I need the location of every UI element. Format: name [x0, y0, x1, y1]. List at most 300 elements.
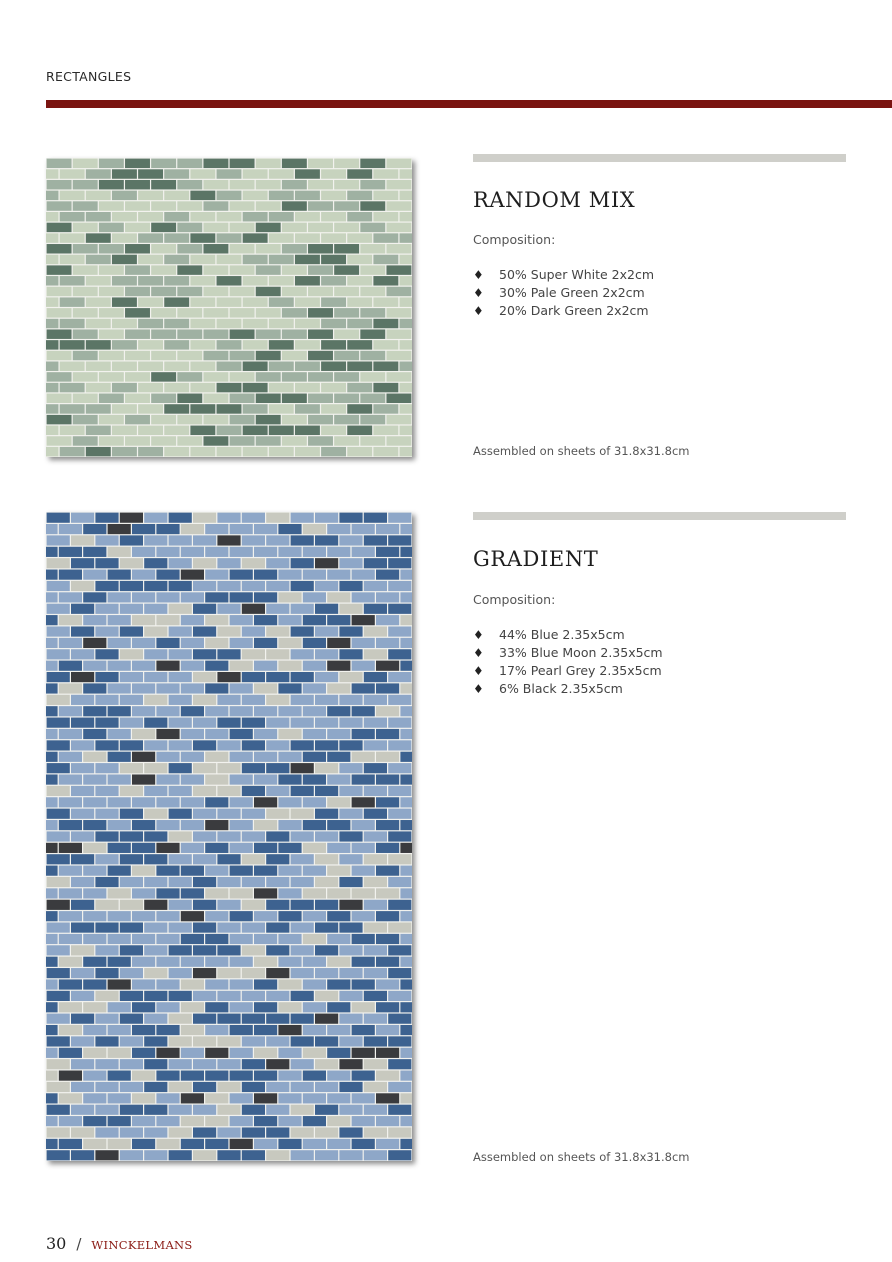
mosaic-tile — [205, 547, 228, 557]
mosaic-tile — [339, 945, 362, 955]
mosaic-tile — [132, 1025, 155, 1035]
mosaic-tile — [303, 1116, 326, 1126]
mosaic-tile — [266, 1014, 289, 1024]
mosaic-tile — [46, 729, 58, 739]
mosaic-tile — [156, 547, 179, 557]
mosaic-tile — [400, 843, 412, 853]
mosaic-tile — [99, 351, 124, 360]
mosaic-tile — [120, 854, 143, 864]
mosaic-tile — [73, 372, 98, 381]
mosaic-tile — [151, 372, 176, 381]
mosaic-tile — [308, 159, 333, 168]
mosaic-tile — [181, 570, 204, 580]
top-rule — [46, 100, 892, 108]
mosaic-tile — [205, 1139, 228, 1149]
mosaic-tile — [308, 201, 333, 210]
mosaic-tile — [138, 383, 163, 392]
composition-item: ♦ 17% Pearl Grey 2.35x5cm — [473, 663, 662, 678]
mosaic-tile — [373, 426, 398, 435]
mosaic-tile — [217, 581, 240, 591]
mosaic-tile — [321, 426, 346, 435]
mosaic-tile — [217, 191, 242, 200]
mosaic-tile — [156, 1025, 179, 1035]
mosaic-tile — [269, 212, 294, 221]
mosaic-tile — [203, 436, 228, 445]
mosaic-tile — [132, 524, 155, 534]
mosaic-tile — [334, 351, 359, 360]
mosaic-tile — [83, 570, 106, 580]
mosaic-tile — [205, 843, 228, 853]
mosaic-tile — [364, 786, 387, 796]
mosaic-tile — [400, 570, 412, 580]
mosaic-tile — [327, 592, 350, 602]
mosaic-tile — [169, 1082, 192, 1092]
mosaic-tile — [108, 911, 131, 921]
mosaic-tile — [373, 447, 398, 456]
composition-item: ♦ 6% Black 2.35x5cm — [473, 681, 623, 696]
mosaic-tile — [291, 809, 314, 819]
mosaic-tile — [71, 763, 94, 773]
mosaic-tile — [256, 223, 281, 232]
mosaic-tile — [347, 447, 372, 456]
mosaic-tile — [73, 180, 98, 189]
mosaic-tile — [144, 1059, 167, 1069]
mosaic-tile — [217, 1150, 240, 1160]
mosaic-tile — [47, 604, 70, 614]
mosaic-tile — [59, 661, 82, 671]
mosaic-tile — [291, 786, 314, 796]
mosaic-tile — [256, 287, 281, 296]
mosaic-tile — [376, 820, 399, 830]
mosaic-tile — [156, 661, 179, 671]
mosaic-tile — [376, 752, 399, 762]
random-mix-tile-grid — [46, 158, 412, 457]
mosaic-tile — [230, 524, 253, 534]
mosaic-tile — [138, 361, 163, 370]
mosaic-tile — [190, 404, 215, 413]
mosaic-tile — [46, 297, 58, 306]
mosaic-tile — [352, 774, 375, 784]
mosaic-tile — [193, 558, 216, 568]
mosaic-tile — [169, 809, 192, 819]
mosaic-tile — [164, 404, 189, 413]
mosaic-tile — [164, 169, 189, 178]
mosaic-tile — [339, 991, 362, 1001]
mosaic-tile — [205, 979, 228, 989]
mosaic-tile — [217, 1105, 240, 1115]
mosaic-tile — [112, 297, 137, 306]
mosaic-tile — [203, 180, 228, 189]
mosaic-tile — [47, 535, 70, 545]
mosaic-tile — [242, 1127, 265, 1137]
mosaic-tile — [193, 626, 216, 636]
mosaic-tile — [254, 1093, 277, 1103]
mosaic-tile — [243, 276, 268, 285]
mosaic-tile — [59, 979, 82, 989]
mosaic-tile — [339, 831, 362, 841]
mosaic-tile — [291, 831, 314, 841]
mosaic-tile — [291, 695, 314, 705]
mosaic-tile — [95, 945, 118, 955]
mosaic-tile — [60, 233, 85, 242]
mosaic-tile — [47, 436, 72, 445]
mosaic-tile — [339, 718, 362, 728]
mosaic-tile — [59, 638, 82, 648]
mosaic-tile — [120, 581, 143, 591]
mosaic-tile — [376, 1071, 399, 1081]
mosaic-tile — [73, 159, 98, 168]
mosaic-tile — [132, 661, 155, 671]
mosaic-tile — [190, 361, 215, 370]
mosaic-tile — [373, 297, 398, 306]
mosaic-tile — [156, 866, 179, 876]
mosaic-tile — [400, 404, 412, 413]
mosaic-tile — [169, 854, 192, 864]
mosaic-tile — [376, 729, 399, 739]
mosaic-tile — [266, 991, 289, 1001]
mosaic-tile — [242, 763, 265, 773]
mosaic-tile — [242, 877, 265, 887]
mosaic-tile — [47, 308, 72, 317]
mosaic-tile — [169, 535, 192, 545]
mosaic-tile — [108, 570, 131, 580]
mosaic-tile — [132, 729, 155, 739]
mosaic-tile — [217, 319, 242, 328]
mosaic-tile — [156, 843, 179, 853]
mosaic-tile — [181, 592, 204, 602]
mosaic-tile — [86, 404, 111, 413]
mosaic-tile — [217, 169, 242, 178]
mosaic-tile — [60, 255, 85, 264]
mosaic-tile — [169, 1105, 192, 1115]
mosaic-tile — [347, 169, 372, 178]
mosaic-tile — [138, 233, 163, 242]
mosaic-tile — [388, 558, 411, 568]
mosaic-tile — [388, 672, 411, 682]
mosaic-tile — [352, 547, 375, 557]
mosaic-tile — [217, 233, 242, 242]
mosaic-tile — [295, 319, 320, 328]
mosaic-tile — [308, 180, 333, 189]
mosaic-tile — [205, 888, 228, 898]
mosaic-tile — [47, 1082, 70, 1092]
mosaic-tile — [217, 276, 242, 285]
mosaic-tile — [156, 729, 179, 739]
mosaic-tile — [217, 1014, 240, 1024]
mosaic-tile — [193, 968, 216, 978]
mosaic-tile — [315, 695, 338, 705]
mosaic-tile — [193, 900, 216, 910]
mosaic-tile — [266, 1127, 289, 1137]
mosaic-tile — [364, 604, 387, 614]
mosaic-tile — [95, 968, 118, 978]
mosaic-tile — [373, 191, 398, 200]
mosaic-tile — [388, 649, 411, 659]
mosaic-tile — [47, 763, 70, 773]
mosaic-tile — [400, 820, 412, 830]
diamond-bullet-icon: ♦ — [473, 304, 484, 318]
mosaic-tile — [125, 372, 150, 381]
mosaic-tile — [291, 1036, 314, 1046]
mosaic-tile — [230, 706, 253, 716]
mosaic-tile — [181, 1116, 204, 1126]
mosaic-tile — [177, 201, 202, 210]
mosaic-tile — [86, 255, 111, 264]
mosaic-tile — [203, 223, 228, 232]
mosaic-tile — [177, 329, 202, 338]
mosaic-tile — [327, 706, 350, 716]
mosaic-tile — [120, 763, 143, 773]
mosaic-tile — [181, 524, 204, 534]
mosaic-tile — [315, 1150, 338, 1160]
mosaic-tile — [59, 729, 82, 739]
mosaic-tile — [46, 361, 58, 370]
mosaic-tile — [315, 1036, 338, 1046]
mosaic-tile — [164, 447, 189, 456]
mosaic-tile — [99, 159, 124, 168]
mosaic-tile — [95, 672, 118, 682]
mosaic-tile — [282, 308, 307, 317]
mosaic-tile — [205, 524, 228, 534]
mosaic-tile — [230, 638, 253, 648]
mosaic-tile — [151, 180, 176, 189]
mosaic-tile — [256, 201, 281, 210]
mosaic-tile — [360, 351, 385, 360]
mosaic-tile — [266, 718, 289, 728]
mosaic-tile — [99, 180, 124, 189]
mosaic-tile — [254, 774, 277, 784]
mosaic-tile — [120, 945, 143, 955]
mosaic-tile — [278, 911, 301, 921]
mosaic-tile — [327, 774, 350, 784]
mosaic-tile — [73, 436, 98, 445]
mosaic-tile — [243, 169, 268, 178]
mosaic-tile — [266, 558, 289, 568]
mosaic-tile — [315, 922, 338, 932]
mosaic-tile — [203, 287, 228, 296]
mosaic-tile — [278, 774, 301, 784]
mosaic-tile — [339, 968, 362, 978]
mosaic-tile — [46, 1116, 58, 1126]
mosaic-tile — [193, 1014, 216, 1024]
mosaic-tile — [177, 287, 202, 296]
mosaic-tile — [282, 329, 307, 338]
mosaic-tile — [315, 558, 338, 568]
mosaic-tile — [120, 1082, 143, 1092]
mosaic-tile — [364, 1059, 387, 1069]
mosaic-tile — [303, 1025, 326, 1035]
mosaic-tile — [205, 661, 228, 671]
mosaic-tile — [400, 426, 412, 435]
mosaic-tile — [73, 351, 98, 360]
mosaic-tile — [193, 786, 216, 796]
mosaic-tile — [327, 752, 350, 762]
mosaic-tile — [169, 513, 192, 523]
mosaic-tile — [291, 1150, 314, 1160]
mosaic-tile — [242, 672, 265, 682]
mosaic-tile — [59, 592, 82, 602]
mosaic-tile — [217, 297, 242, 306]
mosaic-tile — [190, 276, 215, 285]
mosaic-tile — [339, 740, 362, 750]
mosaic-tile — [352, 797, 375, 807]
mosaic-tile — [132, 866, 155, 876]
mosaic-tile — [256, 244, 281, 253]
mosaic-tile — [71, 945, 94, 955]
mosaic-tile — [132, 957, 155, 967]
mosaic-tile — [169, 831, 192, 841]
mosaic-tile — [303, 752, 326, 762]
mosaic-tile — [59, 820, 82, 830]
mosaic-tile — [71, 695, 94, 705]
mosaic-tile — [269, 404, 294, 413]
mosaic-tile — [181, 683, 204, 693]
mosaic-tile — [132, 774, 155, 784]
random-mix-composition-label: Composition: — [473, 232, 556, 247]
mosaic-tile — [203, 351, 228, 360]
mosaic-tile — [120, 535, 143, 545]
mosaic-tile — [269, 255, 294, 264]
mosaic-tile — [108, 934, 131, 944]
mosaic-tile — [303, 1071, 326, 1081]
mosaic-tile — [230, 351, 255, 360]
mosaic-tile — [254, 866, 277, 876]
mosaic-tile — [47, 1036, 70, 1046]
composition-item: ♦ 33% Blue Moon 2.35x5cm — [473, 645, 663, 660]
mosaic-tile — [144, 900, 167, 910]
mosaic-tile — [156, 797, 179, 807]
mosaic-tile — [360, 159, 385, 168]
mosaic-tile — [132, 638, 155, 648]
mosaic-tile — [269, 426, 294, 435]
mosaic-tile — [71, 718, 94, 728]
mosaic-tile — [132, 752, 155, 762]
mosaic-tile — [321, 340, 346, 349]
mosaic-tile — [120, 786, 143, 796]
mosaic-tile — [217, 404, 242, 413]
mosaic-tile — [71, 831, 94, 841]
mosaic-tile — [108, 1048, 131, 1058]
mosaic-tile — [83, 888, 106, 898]
mosaic-tile — [376, 638, 399, 648]
mosaic-tile — [83, 797, 106, 807]
mosaic-tile — [308, 436, 333, 445]
mosaic-tile — [47, 372, 72, 381]
mosaic-tile — [59, 706, 82, 716]
mosaic-tile — [112, 426, 137, 435]
mosaic-tile — [230, 372, 255, 381]
mosaic-tile — [269, 169, 294, 178]
mosaic-tile — [308, 329, 333, 338]
mosaic-tile — [138, 276, 163, 285]
gradient-title: GRADIENT — [473, 547, 599, 571]
mosaic-tile — [400, 706, 412, 716]
mosaic-tile — [205, 957, 228, 967]
mosaic-tile — [278, 820, 301, 830]
mosaic-tile — [132, 592, 155, 602]
mosaic-tile — [315, 831, 338, 841]
mosaic-tile — [230, 866, 253, 876]
mosaic-tile — [60, 212, 85, 221]
mosaic-tile — [334, 415, 359, 424]
mosaic-tile — [156, 888, 179, 898]
mosaic-tile — [400, 1002, 412, 1012]
mosaic-tile — [373, 233, 398, 242]
mosaic-tile — [46, 615, 58, 625]
mosaic-tile — [108, 615, 131, 625]
mosaic-tile — [291, 1105, 314, 1115]
mosaic-tile — [364, 1105, 387, 1115]
mosaic-tile — [125, 394, 150, 403]
mosaic-tile — [291, 945, 314, 955]
mosaic-tile — [71, 809, 94, 819]
mosaic-tile — [59, 1071, 82, 1081]
mosaic-tile — [321, 404, 346, 413]
mosaic-tile — [334, 329, 359, 338]
mosaic-tile — [321, 319, 346, 328]
mosaic-tile — [256, 180, 281, 189]
mosaic-tile — [125, 180, 150, 189]
mosaic-tile — [112, 191, 137, 200]
mosaic-tile — [364, 922, 387, 932]
mosaic-tile — [254, 1071, 277, 1081]
mosaic-tile — [47, 649, 70, 659]
mosaic-tile — [144, 854, 167, 864]
mosaic-tile — [230, 820, 253, 830]
mosaic-tile — [254, 957, 277, 967]
mosaic-tile — [83, 774, 106, 784]
mosaic-tile — [266, 831, 289, 841]
mosaic-tile — [108, 683, 131, 693]
mosaic-tile — [364, 740, 387, 750]
mosaic-tile — [388, 513, 411, 523]
mosaic-tile — [327, 843, 350, 853]
mosaic-tile — [193, 581, 216, 591]
mosaic-tile — [190, 383, 215, 392]
mosaic-tile — [364, 854, 387, 864]
mosaic-tile — [303, 1002, 326, 1012]
mosaic-tile — [376, 524, 399, 534]
mosaic-tile — [303, 866, 326, 876]
mosaic-tile — [400, 212, 412, 221]
mosaic-tile — [205, 774, 228, 784]
mosaic-tile — [339, 1105, 362, 1115]
mosaic-tile — [59, 752, 82, 762]
mosaic-tile — [169, 672, 192, 682]
mosaic-tile — [327, 888, 350, 898]
mosaic-tile — [73, 201, 98, 210]
mosaic-tile — [266, 581, 289, 591]
mosaic-tile — [376, 979, 399, 989]
mosaic-tile — [315, 513, 338, 523]
mosaic-tile — [352, 1139, 375, 1149]
mosaic-tile — [327, 797, 350, 807]
mosaic-tile — [230, 394, 255, 403]
mosaic-tile — [177, 265, 202, 274]
mosaic-tile — [278, 547, 301, 557]
mosaic-tile — [254, 524, 277, 534]
mosaic-tile — [217, 922, 240, 932]
mosaic-tile — [193, 831, 216, 841]
mosaic-tile — [144, 558, 167, 568]
mosaic-tile — [400, 233, 412, 242]
mosaic-tile — [230, 436, 255, 445]
mosaic-tile — [347, 426, 372, 435]
mosaic-tile — [193, 672, 216, 682]
mosaic-tile — [303, 683, 326, 693]
mosaic-tile — [120, 1036, 143, 1046]
mosaic-tile — [205, 706, 228, 716]
